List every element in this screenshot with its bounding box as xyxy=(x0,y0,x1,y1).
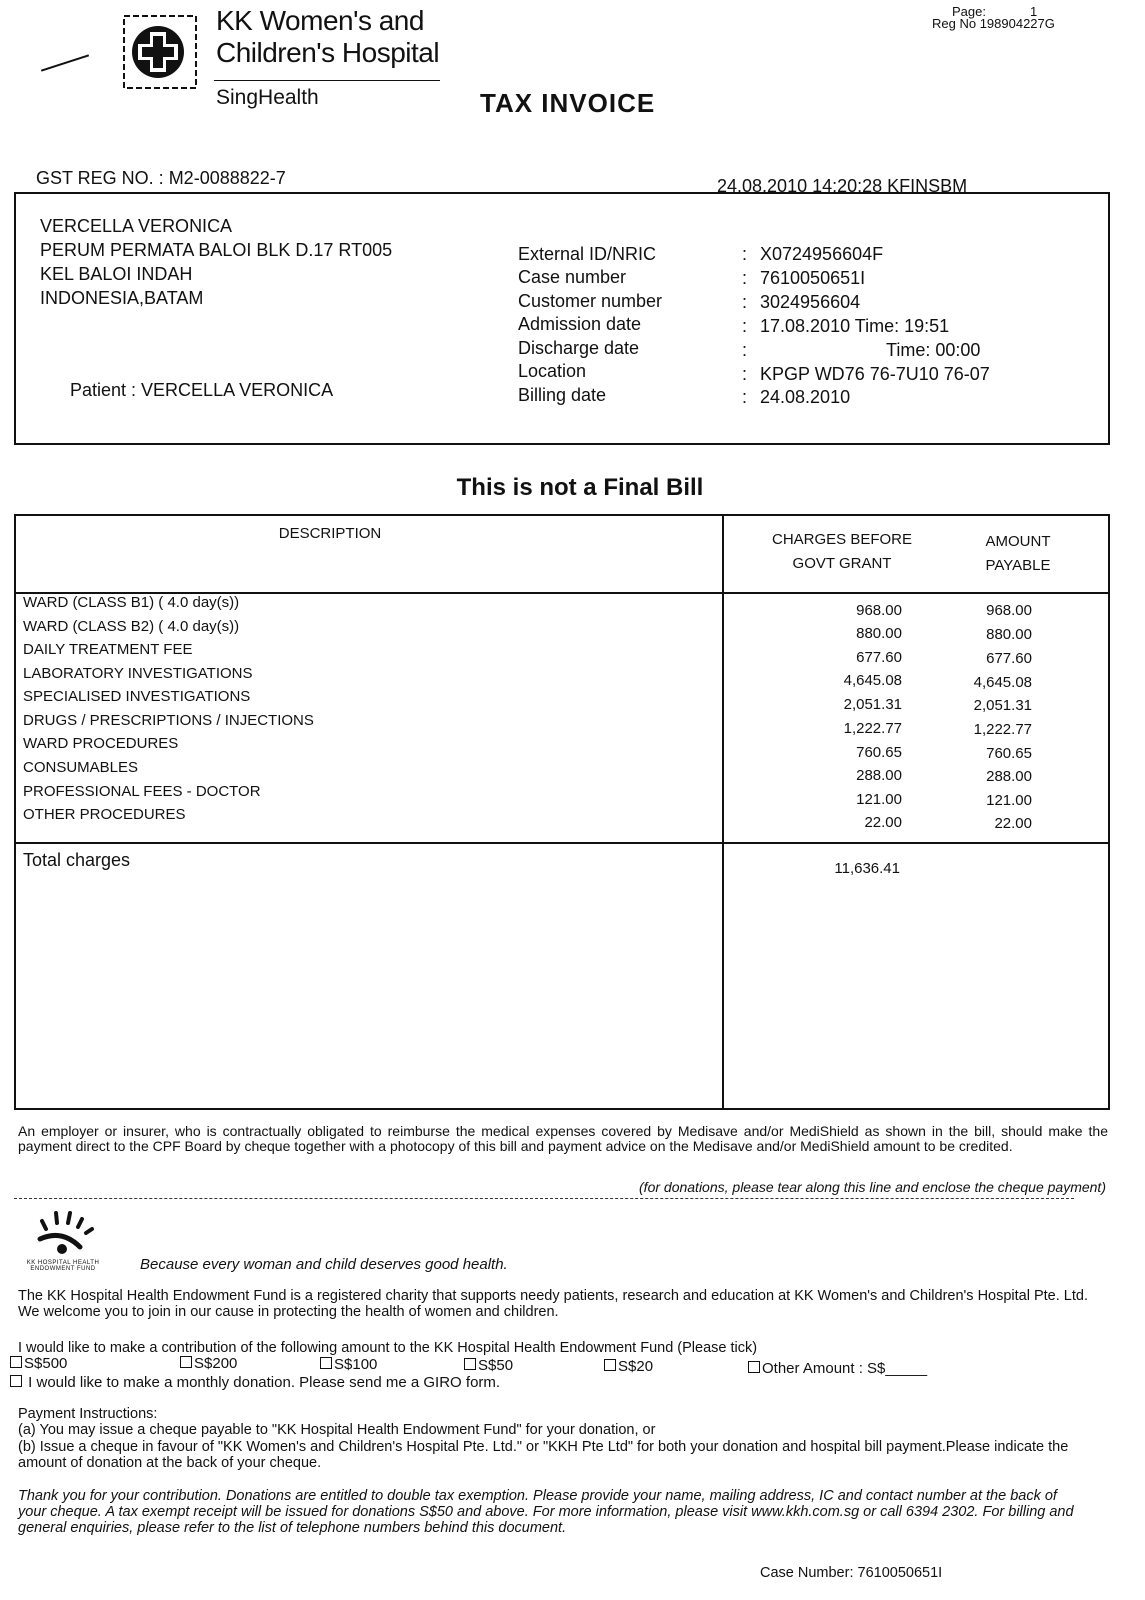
patient-address xyxy=(40,214,392,310)
patient-name: Patient : VERCELLA VERONICA xyxy=(70,380,334,400)
payment-instruction-a: (a) You may issue a cheque payable to "KK Hospital Health Endowment Fund" for your donation, or xyxy=(18,1422,656,1438)
option-label: S$100 xyxy=(334,1356,378,1373)
tear-line xyxy=(14,1198,1074,1199)
field-value-billing: 24.08.2010 xyxy=(760,387,851,407)
field-colon: : xyxy=(742,268,748,288)
patient-box-right xyxy=(1108,192,1110,444)
thank-you-note: Thank you for your contribution. Donations are entitled to double tax exemption. Please provide your name, mailing address, IC and contact number at the back of your cheque. A tax exempt receipt will be issued for donations S$50 and above. For more information, please visit www.kkh.com.sg or call 6394 2302. For billing and general enquiries, please refer to the list of telephone numbers behind this document. xyxy=(18,1488,1074,1536)
table-row-payable: 1,222.77 xyxy=(973,721,1032,738)
donation-option-50[interactable] xyxy=(464,1357,513,1374)
field-value-nric: X0724956604F xyxy=(760,244,884,264)
footer-case-number: Case Number: 7610050651I xyxy=(760,1565,943,1581)
field-value-location: KPGP WD76 76-7U10 76-07 xyxy=(760,364,990,384)
table-row-charges: 22.00 xyxy=(864,814,902,831)
address-line: KEL BALOI INDAH xyxy=(40,264,193,284)
field-label-discharge: Discharge date xyxy=(518,338,640,358)
logo-divider xyxy=(214,80,440,81)
patient-box-left xyxy=(14,192,16,444)
table-row-charges: 968.00 xyxy=(856,602,902,619)
table-row-charges: 288.00 xyxy=(856,767,902,784)
table-row-charges: 880.00 xyxy=(856,625,902,642)
patient-box-bottom xyxy=(14,443,1110,445)
endowment-fund-logo-text: KK HOSPITAL HEALTH ENDOWMENT FUND xyxy=(26,1260,100,1272)
checkbox[interactable] xyxy=(748,1361,760,1373)
table-row-charges: 677.60 xyxy=(856,649,902,666)
field-label-location: Location xyxy=(518,361,587,381)
col-header-payable xyxy=(952,530,1084,578)
table-divider xyxy=(722,514,724,1110)
total-value: 11,636.41 xyxy=(834,860,900,877)
col-header-charges-line1: CHARGES BEFORE xyxy=(771,531,913,548)
monthly-donation-option[interactable] xyxy=(10,1374,500,1391)
table-items-bottom xyxy=(14,842,1110,844)
table-row-payable: 4,645.08 xyxy=(973,674,1032,691)
table-row-desc: CONSUMABLES xyxy=(23,759,139,776)
table-row-payable: 2,051.31 xyxy=(973,697,1032,714)
contribution-intro: I would like to make a contribution of the following amount to the KK Hospital Health Endowment Fund (Please tick) xyxy=(18,1340,758,1356)
table-row-charges: 2,051.31 xyxy=(843,696,902,713)
checkbox[interactable] xyxy=(320,1357,332,1369)
hospital-name xyxy=(216,5,439,69)
field-label-case: Case number xyxy=(518,267,627,287)
field-colon: : xyxy=(742,340,748,360)
checkbox[interactable] xyxy=(604,1359,616,1371)
checkbox[interactable] xyxy=(180,1356,192,1368)
table-row-payable: 968.00 xyxy=(986,602,1032,619)
col-header-charges xyxy=(752,528,932,576)
table-row-charges: 4,645.08 xyxy=(843,672,902,689)
table-row-desc: SPECIALISED INVESTIGATIONS xyxy=(23,688,251,705)
field-label-billing: Billing date xyxy=(518,385,607,405)
field-value-discharge: Time: 00:00 xyxy=(886,340,981,360)
donation-option-200[interactable] xyxy=(180,1355,237,1372)
table-row-payable: 288.00 xyxy=(986,768,1032,785)
tear-note: (for donations, please tear along this line and enclose the cheque payment) xyxy=(639,1179,1106,1195)
table-row-desc: WARD PROCEDURES xyxy=(23,735,179,752)
table-row-charges: 1,222.77 xyxy=(843,720,902,737)
field-colon: : xyxy=(742,244,748,264)
table-row-desc: DAILY TREATMENT FEE xyxy=(23,641,193,658)
address-line: PERUM PERMATA BALOI BLK D.17 RT005 xyxy=(40,240,393,260)
pen-mark xyxy=(41,54,89,71)
col-header-payable-line2: PAYABLE xyxy=(985,557,1051,574)
donation-option-20[interactable] xyxy=(604,1358,653,1375)
field-label-admission: Admission date xyxy=(518,314,642,334)
employer-note: An employer or insurer, who is contractually obligated to reimburse the medical expenses covered by Medisave and/or MediShield as shown in the bill, should make the payment direct to the CPF Board by cheque together with a photocopy of this bill and payment advice on the Medisave and/or MediShield amount to be credited. xyxy=(18,1123,1108,1154)
table-row-desc: WARD (CLASS B2) ( 4.0 day(s)) xyxy=(23,618,240,635)
table-row-payable: 880.00 xyxy=(986,626,1032,643)
address-line: VERCELLA VERONICA xyxy=(40,216,233,236)
payment-instructions-title: Payment Instructions: xyxy=(18,1406,158,1422)
field-value-admission: 17.08.2010 Time: 19:51 xyxy=(760,316,950,336)
monthly-donation-label: I would like to make a monthly donation. Please send me a GIRO form. xyxy=(28,1374,501,1391)
table-row-payable: 677.60 xyxy=(986,650,1032,667)
table-row-payable: 760.65 xyxy=(986,745,1032,762)
donation-option-100[interactable] xyxy=(320,1356,377,1373)
print-datetime: 24.08.2010 14:20:28 KFINSBM xyxy=(717,176,968,196)
document-title: TAX INVOICE xyxy=(480,88,656,118)
group-name: SingHealth xyxy=(216,86,319,109)
checkbox[interactable] xyxy=(10,1356,22,1368)
option-label: S$20 xyxy=(618,1358,654,1375)
table-row-desc: LABORATORY INVESTIGATIONS xyxy=(23,665,253,682)
field-label-nric: External ID/NRIC xyxy=(518,244,657,264)
table-left xyxy=(14,514,16,1110)
checkbox[interactable] xyxy=(10,1375,22,1387)
col-header-payable-line1: AMOUNT xyxy=(985,533,1051,550)
hospital-logo xyxy=(112,12,202,96)
table-row-charges: 121.00 xyxy=(856,791,902,808)
table-top xyxy=(14,514,1110,516)
option-label: S$50 xyxy=(478,1357,514,1374)
table-row-desc: DRUGS / PRESCRIPTIONS / INJECTIONS xyxy=(23,712,314,729)
fund-description: The KK Hospital Health Endowment Fund is a registered charity that supports needy patients, research and education at KK Women's and Children's Hospital Pte. Ltd. We welcome you to join in our cause in protecting the health of women and children. xyxy=(18,1288,1088,1320)
checkbox[interactable] xyxy=(464,1358,476,1370)
payment-instruction-b: (b) Issue a cheque in favour of "KK Women's and Children's Hospital Pte. Ltd." or "KKH Pte Ltd" for both your donation and hospital bill payment.Please indicate the amount of donation at the back of your cheque. xyxy=(18,1439,1069,1471)
table-row-desc: OTHER PROCEDURES xyxy=(23,806,186,823)
field-value-customer: 3024956604 xyxy=(760,292,861,312)
patient-box-top xyxy=(14,192,1110,194)
table-row-desc: WARD (CLASS B1) ( 4.0 day(s)) xyxy=(23,594,240,611)
page-label: Page: xyxy=(952,4,986,19)
donation-option-500[interactable] xyxy=(10,1355,67,1372)
field-colon: : xyxy=(742,364,748,384)
page-number: 1 xyxy=(1030,4,1038,19)
table-row-payable: 22.00 xyxy=(994,815,1032,832)
table-row-desc: PROFESSIONAL FEES - DOCTOR xyxy=(23,783,261,800)
fund-tagline: Because every woman and child deserves good health. xyxy=(140,1256,508,1273)
col-header-charges-line2: GOVT GRANT xyxy=(792,555,892,572)
table-right xyxy=(1108,514,1110,1110)
field-value-case: 7610050651I xyxy=(760,268,866,288)
total-label: Total charges xyxy=(23,850,131,870)
field-colon: : xyxy=(742,316,748,336)
table-row-charges: 760.65 xyxy=(856,744,902,761)
field-colon: : xyxy=(742,387,748,407)
not-final-bill-notice: This is not a Final Bill xyxy=(456,474,704,501)
field-label-customer: Customer number xyxy=(518,291,663,311)
table-row-payable: 121.00 xyxy=(986,792,1032,809)
field-colon: : xyxy=(742,292,748,312)
col-header-description: DESCRIPTION xyxy=(278,525,382,542)
table-bottom xyxy=(14,1108,1110,1110)
hospital-name-line1: KK Women's and xyxy=(216,5,424,36)
option-label: Other Amount : S$_____ xyxy=(762,1360,928,1377)
address-line: INDONESIA,BATAM xyxy=(40,288,204,308)
gst-reg-number: GST REG NO. : M2-0088822-7 xyxy=(36,168,286,188)
option-label: S$200 xyxy=(194,1355,238,1372)
hospital-name-line2: Children's Hospital xyxy=(216,37,440,68)
donation-option-other[interactable] xyxy=(748,1360,927,1377)
registration-number: Reg No 198904227G xyxy=(932,16,1055,31)
option-label: S$500 xyxy=(24,1355,68,1372)
